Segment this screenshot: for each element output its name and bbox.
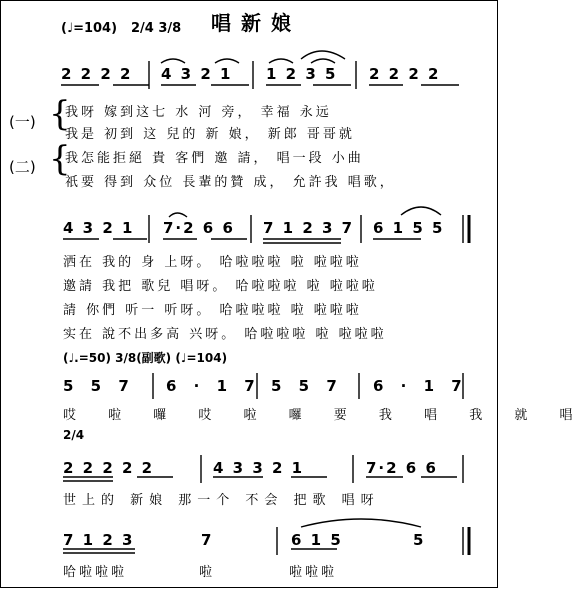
- section5-measure-2: 6 1 5: [291, 531, 343, 549]
- section5-measure-1: 7 1 2 3: [63, 531, 135, 549]
- song-title: 唱新娘: [211, 11, 301, 35]
- section1-measure-2: 4 3 2 1: [161, 65, 233, 83]
- section2-measure-3: 7 1 2 3 7: [263, 219, 355, 237]
- slur: [301, 519, 421, 527]
- section1-lyric-line-1: 我呀 嫁到这七 水 河 旁， 幸福 永远: [65, 105, 332, 120]
- chorus-measure-3: 5 5 7: [271, 377, 343, 395]
- section2-measure-1: 4 3 2 1: [63, 219, 135, 237]
- slur: [161, 59, 185, 63]
- slur: [169, 213, 187, 217]
- slur: [269, 59, 293, 63]
- notation-lines: [1, 1, 499, 589]
- section5-lyric-3: 啦啦啦: [289, 565, 338, 580]
- chorus-tempo-marking: (♩.=50) 3/8(副歌) (♩=104): [63, 351, 228, 365]
- section4-measure-3: 7·2 6 6: [366, 459, 438, 477]
- chorus-lyric-line: 哎 啦 囉 哎 啦 囉 要 我 唱 我 就 唱: [63, 408, 586, 423]
- slur: [215, 59, 239, 63]
- meter-marking: 2/4 3/8: [131, 21, 182, 36]
- section1-lyric-line-2: 我是 初到 这 兒的 新 娘， 新郎 哥哥就: [65, 127, 355, 142]
- section2-lyric-line-2: 邀請 我把 歌兒 唱呀。 哈啦啦啦 啦 啦啦啦: [63, 279, 378, 294]
- slur: [311, 59, 335, 63]
- section4-measure-2: 4 3 3 2 1: [213, 459, 305, 477]
- verse-label-1: (一): [9, 113, 36, 131]
- section1-lyric-line-4: 祇要 得到 众位 長輩的贊 成， 允許我 唱歌，: [65, 175, 396, 190]
- slur: [301, 51, 345, 59]
- chorus-measure-2: 6 · 1 7: [166, 377, 261, 395]
- section4-meter: 2/4: [63, 428, 85, 442]
- section4-measure-1: 2 2 2 2 2: [63, 459, 155, 477]
- section1-measure-3: 1 2 3 5: [266, 65, 338, 83]
- verse-brace-2: {: [49, 139, 71, 179]
- section5-measure-2b: 5: [413, 531, 426, 549]
- section1-measure-1: 2 2 2 2: [61, 65, 133, 83]
- section4-lyric-line: 世上的 新娘 那一个 不会 把歌 唱呀: [63, 493, 380, 508]
- chorus-measure-4: 6 · 1 7: [373, 377, 468, 395]
- section2-lyric-line-3: 請 你們 听一 听呀。 哈啦啦啦 啦 啦啦啦: [63, 303, 362, 318]
- section1-lyric-line-3: 我怎能拒絕 貴 客們 邀 請， 唱一段 小曲: [65, 151, 364, 166]
- section5-measure-1b: 7: [201, 531, 214, 549]
- section5-lyric-2: 啦: [199, 565, 216, 580]
- verse-label-2: (二): [9, 158, 36, 176]
- chorus-measure-1: 5 5 7: [63, 377, 135, 395]
- section1-measure-4: 2 2 2 2: [369, 65, 441, 83]
- slur: [401, 207, 441, 215]
- verse-brace-1: {: [49, 94, 71, 134]
- section2-measure-2: 7·2 6 6: [163, 219, 235, 237]
- tempo-marking: (♩=104): [61, 21, 118, 36]
- section2-measure-4: 6 1 5 5: [373, 219, 445, 237]
- section2-lyric-line-4: 实在 說不出多高 兴呀。 哈啦啦啦 啦 啦啦啦: [63, 327, 387, 342]
- section2-lyric-line-1: 洒在 我的 身 上呀。 哈啦啦啦 啦 啦啦啦: [63, 255, 362, 270]
- section5-lyric-1: 哈啦啦啦: [63, 565, 128, 580]
